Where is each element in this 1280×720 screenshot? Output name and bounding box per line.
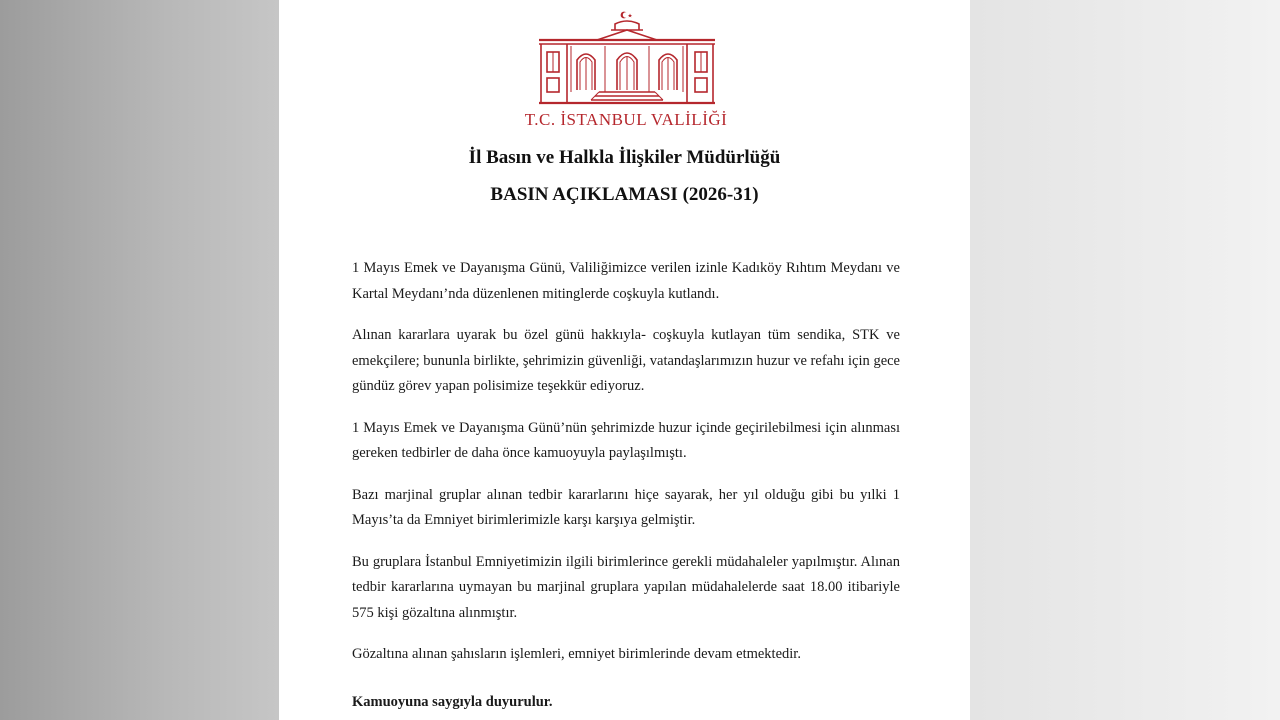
left-background	[0, 0, 279, 720]
governorship-building-logo	[537, 6, 717, 110]
paragraph-5: Bu gruplara İstanbul Emniyetimizin ilgili birimlerince gerekli müdahaleler yapılmıştır. Alınan tedbir kararlarına uymayan bu marjinal gruplara yapılan müdahalelerde saat 18.00 itibariyle 575 kişi gözaltına alınmıştır.	[352, 553, 900, 621]
paragraph-4: Bazı marjinal gruplar alınan tedbir kararlarını hiçe sayarak, her yıl olduğu gibi bu yılki 1 Mayıs’ta da Emniyet birimlerimizle karşı karşıya gelmiştir.	[352, 486, 900, 528]
paragraph-2: Alınan kararlara uyarak bu özel günü hakkıyla- coşkuyla kutlayan tüm sendika, STK ve emekçilere; bununla birlikte, şehrimizin güvenliği, vatandaşlarımızın huzur ve refahı için gece gündüz görev yapan polisimize teşekkür ediyoruz.	[352, 327, 900, 394]
right-background	[970, 0, 1280, 720]
department-heading: İl Basın ve Halkla İlişkiler Müdürlüğü	[468, 147, 781, 168]
logo-wordmark: T.C. İSTANBUL VALİLİĞİ	[524, 110, 728, 129]
paragraph-3: 1 Mayıs Emek ve Dayanışma Günü’nün şehrimizde huzur içinde geçirilebilmesi için alınması gereken tedbirler de daha önce kamuoyuyla paylaşılmıştı.	[352, 419, 900, 461]
paragraph-1: 1 Mayıs Emek ve Dayanışma Günü, Valiliğimizce verilen izinle Kadıköy Rıhtım Meydanı ve Kartal Meydanı’nda düzenlenen mitinglerde coşkuyla kutlandı.	[352, 260, 900, 302]
press-release-page	[279, 0, 970, 720]
press-release-body	[352, 256, 900, 720]
closing-statement: Kamuoyuna saygıyla duyurulur.	[352, 693, 553, 710]
press-release-title: BASIN AÇIKLAMASI (2026-31)	[490, 184, 759, 205]
paragraph-6: Gözaltına alınan şahısların işlemleri, emniyet birimlerinde devam etmektedir.	[352, 646, 801, 662]
